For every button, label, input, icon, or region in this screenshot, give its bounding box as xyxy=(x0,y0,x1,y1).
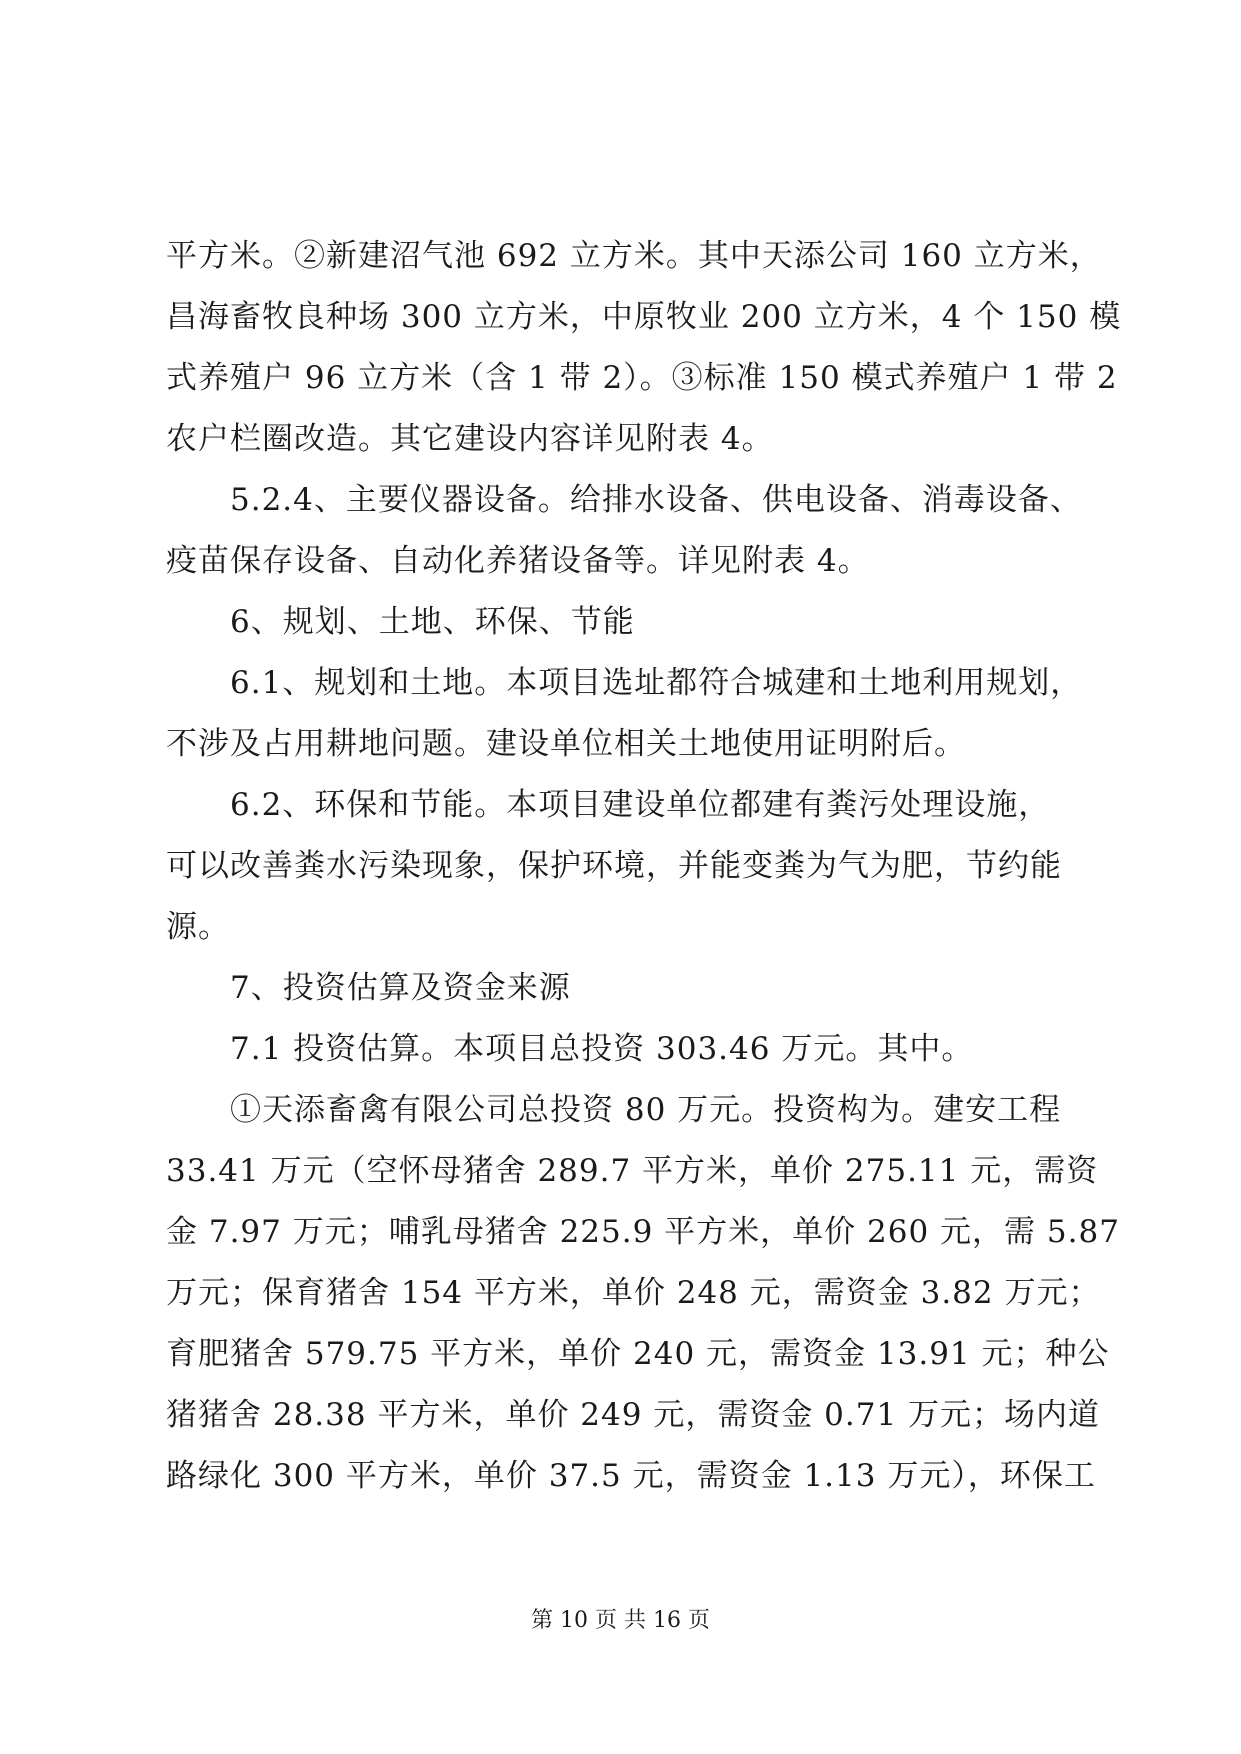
text-line: 6、规划、土地、环保、节能 xyxy=(230,604,635,640)
text-line: 可以改善粪水污染现象，保护环境，并能变粪为气为肥，节约能 xyxy=(166,848,1062,884)
text-line: 育肥猪舍 579.75 平方米，单价 240 元，需资金 13.91 元；种公 xyxy=(166,1336,1110,1372)
text-line: 万元；保育猪舍 154 平方米，单价 248 元，需资金 3.82 万元； xyxy=(166,1275,1101,1311)
text-line: 6.1、规划和土地。本项目选址都符合城建和土地利用规划， xyxy=(230,665,1083,701)
text-line: 猪猪舍 28.38 平方米，单价 249 元，需资金 0.71 万元；场内道 xyxy=(166,1397,1101,1433)
text-line: 农户栏圈改造。其它建设内容详见附表 4。 xyxy=(166,421,774,457)
text-line: 6.2、环保和节能。本项目建设单位都建有粪污处理设施， xyxy=(230,787,1051,823)
text-line: 式养殖户 96 立方米（含 1 带 2）。③标准 150 模式养殖户 1 带 2 xyxy=(166,360,1118,396)
page-footer: 第 10 页 共 16 页 xyxy=(531,1608,710,1633)
text-line: 33.41 万元（空怀母猪舍 289.7 平方米，单价 275.11 元，需资 xyxy=(166,1153,1099,1189)
text-line: 金 7.97 万元；哺乳母猪舍 225.9 平方米，单价 260 元，需 5.87 xyxy=(166,1214,1120,1250)
text-line: 源。 xyxy=(166,909,230,945)
text-line: 7.1 投资估算。本项目总投资 303.46 万元。其中。 xyxy=(230,1031,974,1067)
text-line: 7、投资估算及资金来源 xyxy=(230,970,571,1006)
text-line: 平方米。②新建沼气池 692 立方米。其中天添公司 160 立方米， xyxy=(166,238,1102,274)
text-line: 路绿化 300 平方米，单价 37.5 元，需资金 1.13 万元），环保工 xyxy=(166,1458,1096,1494)
text-line: 不涉及占用耕地问题。建设单位相关土地使用证明附后。 xyxy=(166,726,966,762)
text-line: 疫苗保存设备、自动化养猪设备等。详见附表 4。 xyxy=(166,543,870,579)
body-text xyxy=(166,226,1122,1507)
text-line: ①天添畜禽有限公司总投资 80 万元。投资构为。建安工程 xyxy=(230,1092,1062,1128)
text-line: 5.2.4、主要仪器设备。给排水设备、供电设备、消毒设备、 xyxy=(230,482,1082,518)
text-line: 昌海畜牧良种场 300 立方米，中原牧业 200 立方米，4 个 150 模 xyxy=(166,299,1122,335)
